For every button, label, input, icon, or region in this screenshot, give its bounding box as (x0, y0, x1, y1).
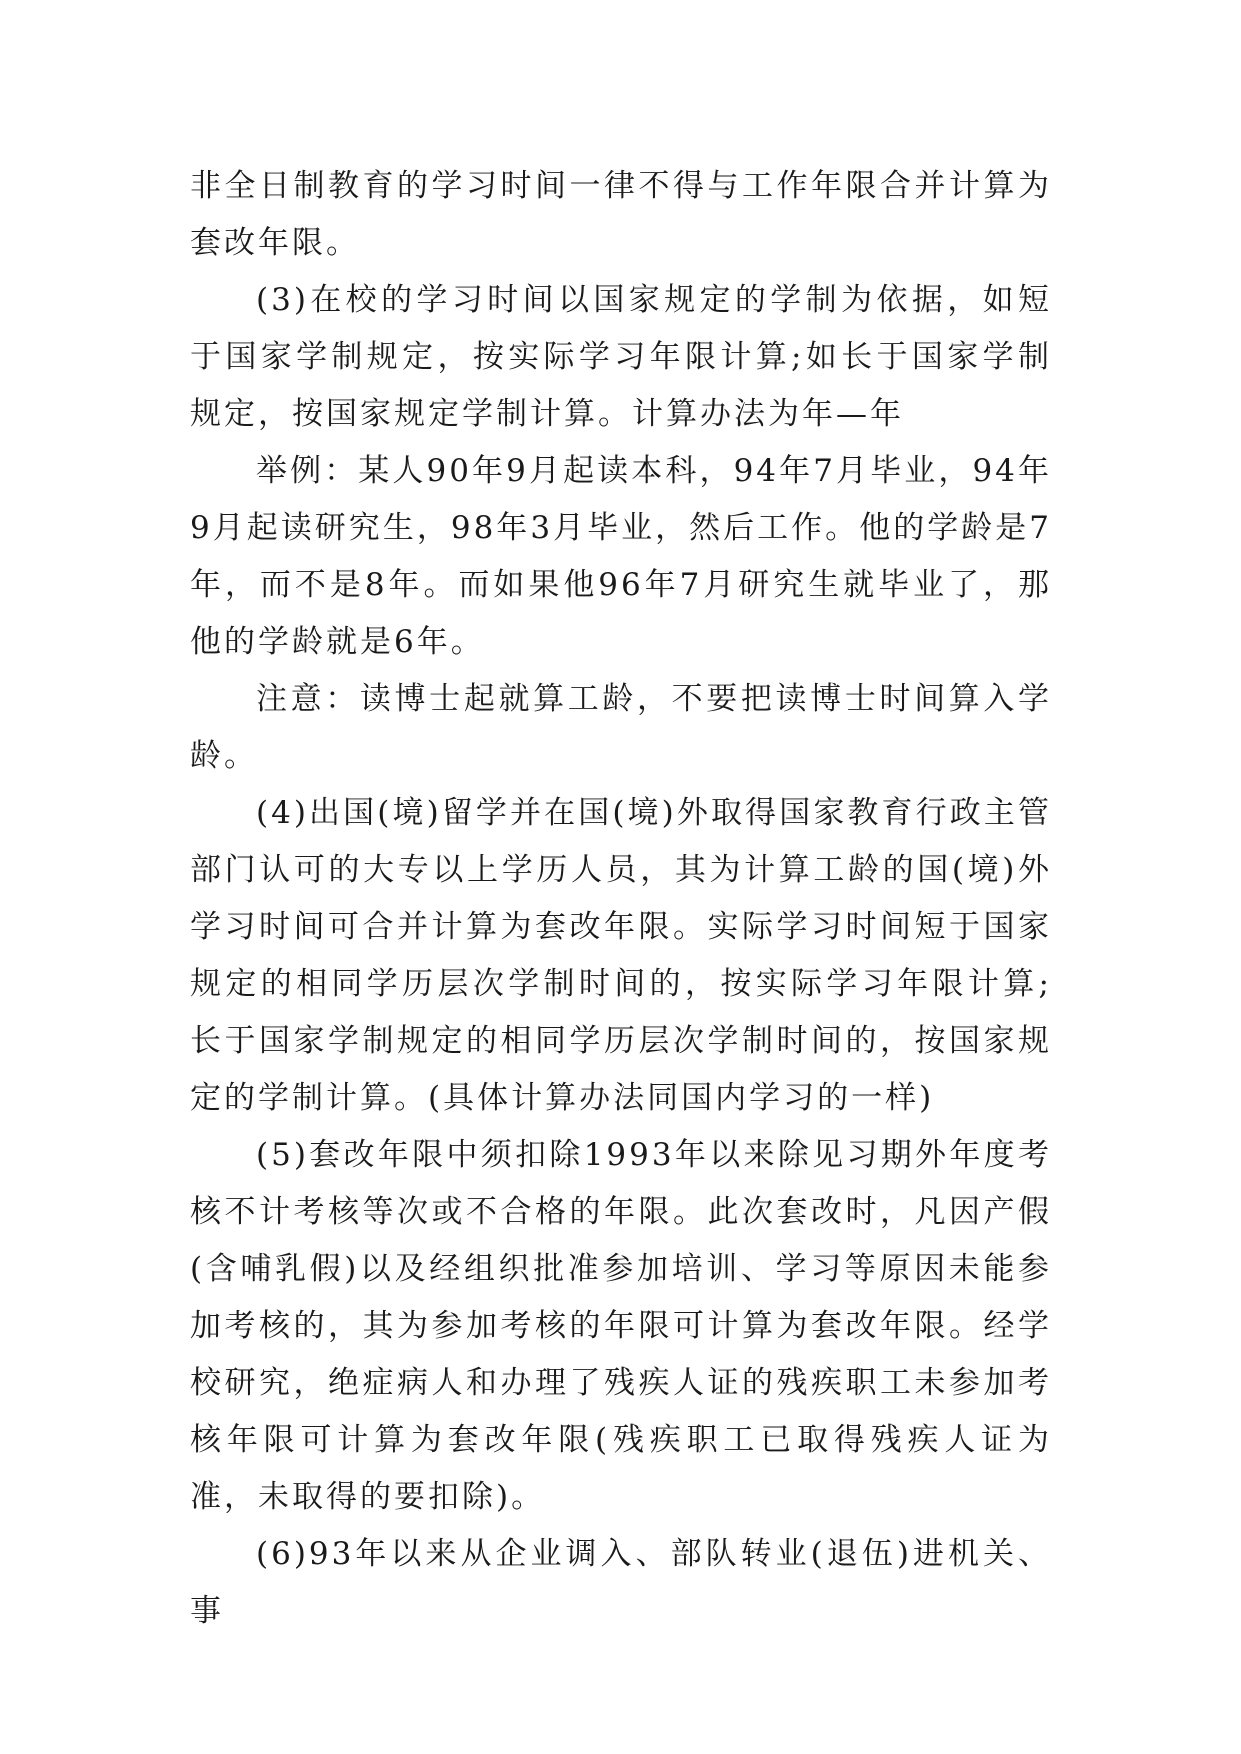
paragraph-6: (5)套改年限中须扣除1993年以来除见习期外年度考核不计考核等次或不合格的年限。此次套改时，凡因产假(含哺乳假)以及经组织批准参加培训、学习等原因未能参加考核的，其为参加考核的年限可计算为套改年限。经学校研究，绝症病人和办理了残疾人证的残疾职工未参加考核年限可计算为套改年限(残疾职工已取得残疾人证为准，未取得的要扣除)。 (190, 1137, 1052, 1515)
body-text (190, 158, 1052, 1640)
paragraph-7: (6)93年以来从企业调入、部队转业(退伍)进机关、事 (190, 1536, 1052, 1629)
paragraph-2: (3)在校的学习时间以国家规定的学制为依据，如短于国家学制规定，按实际学习年限计算;如长于国家学制规定，按国家规定学制计算。计算办法为年—年 (190, 282, 1052, 432)
paragraph-5: (4)出国(境)留学并在国(境)外取得国家教育行政主管部门认可的大专以上学历人员，其为计算工龄的国(境)外学习时间可合并计算为套改年限。实际学习时间短于国家规定的相同学历层次学制时间的，按实际学习年限计算;长于国家学制规定的相同学历层次学制时间的，按国家规定的学制计算。(具体计算办法同国内学习的一样) (190, 795, 1052, 1116)
paragraph-1: 非全日制教育的学习时间一律不得与工作年限合并计算为套改年限。 (190, 168, 1052, 261)
paragraph-3: 举例：某人90年9月起读本科，94年7月毕业，94年9月起读研究生，98年3月毕业，然后工作。他的学龄是7年，而不是8年。而如果他96年7月研究生就毕业了，那他的学龄就是6年。 (190, 453, 1052, 660)
paragraph-4: 注意：读博士起就算工龄，不要把读博士时间算入学龄。 (190, 681, 1052, 774)
